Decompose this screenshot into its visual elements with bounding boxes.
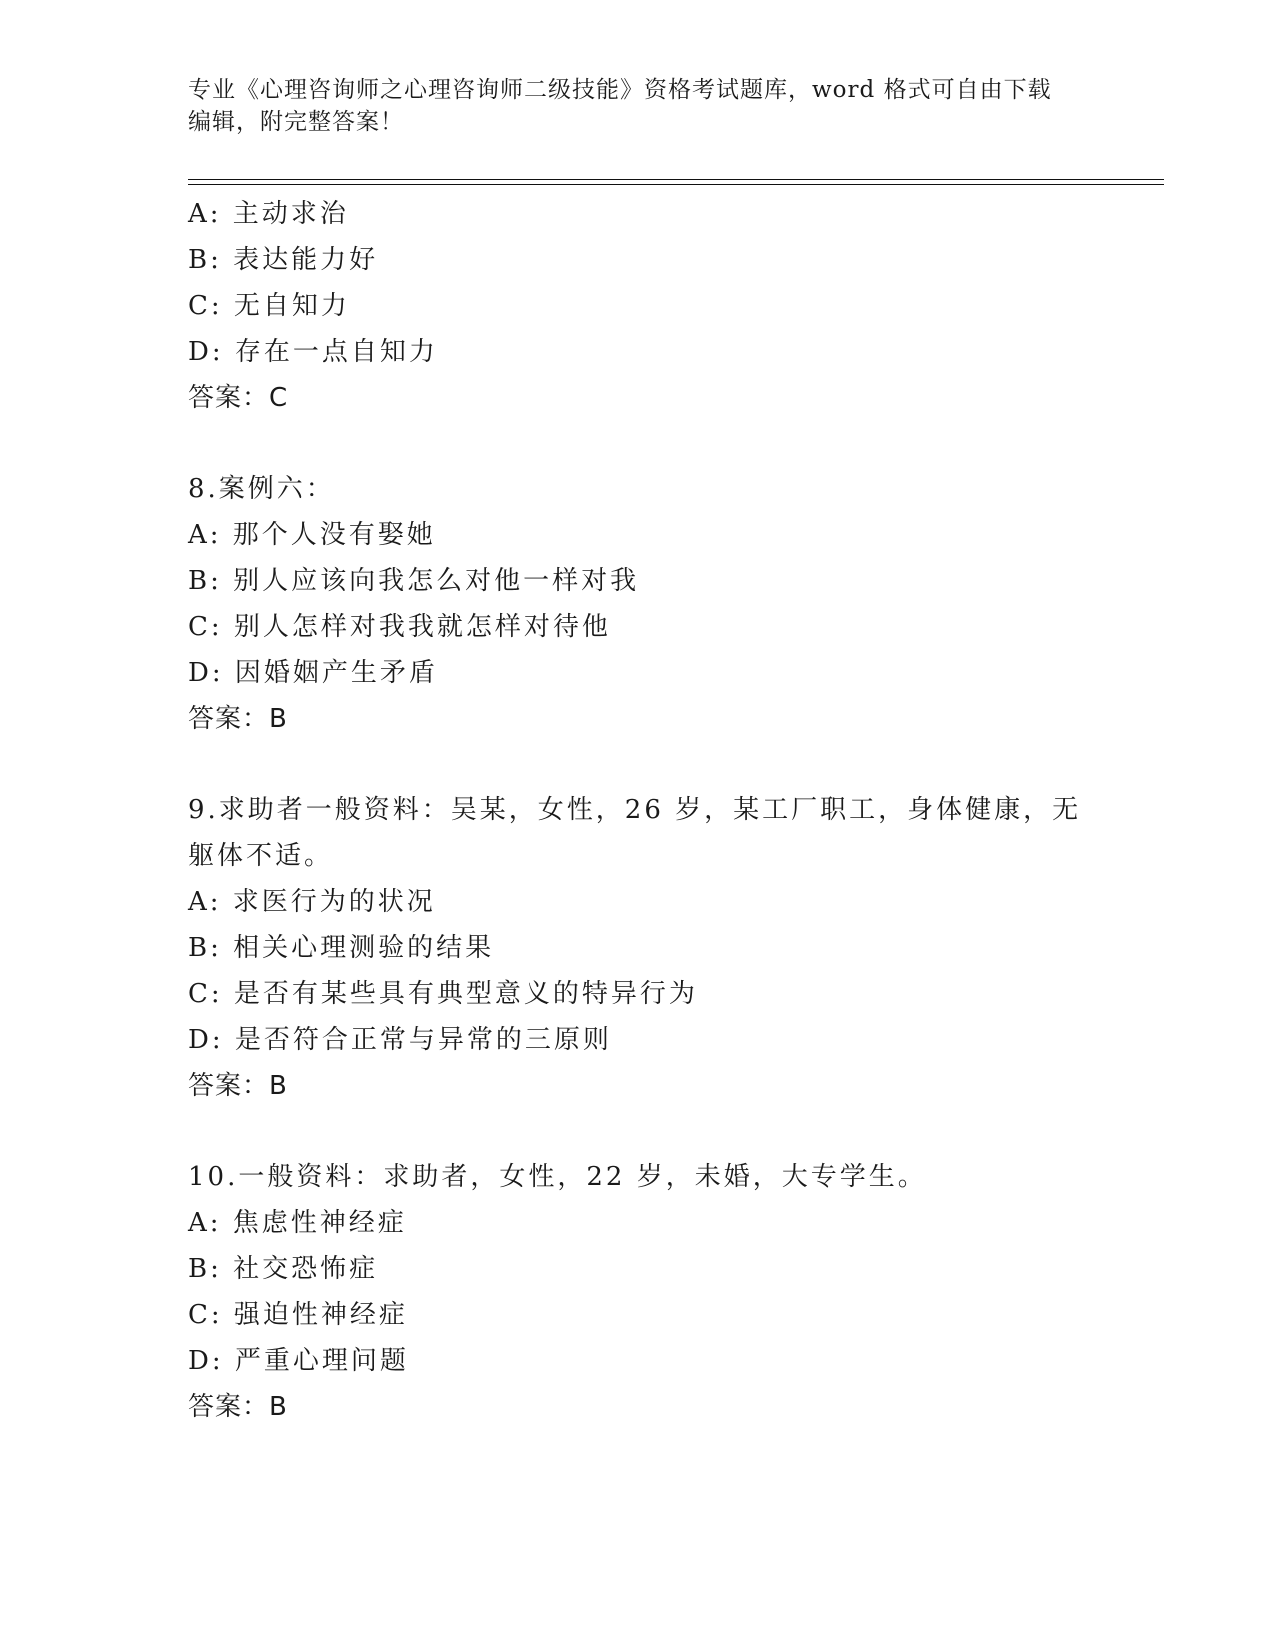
- option-b: B: 相关心理测验的结果: [188, 933, 495, 963]
- option-a: A: 那个人没有娶她: [188, 520, 436, 550]
- question-7: [188, 191, 1088, 421]
- header-line-2: 编辑，附完整答案！: [188, 109, 404, 135]
- document-header: [188, 74, 1068, 138]
- spacer: [188, 742, 1088, 787]
- header-line-1: 专业《心理咨询师之心理咨询师二级技能》资格考试题库，word 格式可自由下载: [188, 77, 1052, 103]
- option-b: B: 社交恐怖症: [188, 1254, 379, 1284]
- option-d: D: 存在一点自知力: [188, 337, 438, 367]
- question-8: [188, 466, 1088, 742]
- option-c: C: 无自知力: [188, 291, 350, 321]
- option-d: D: 因婚姻产生矛盾: [188, 658, 438, 688]
- option-c: C: 别人怎样对我我就怎样对待他: [188, 612, 611, 642]
- question-10: [188, 1154, 1088, 1430]
- answer-label: 答案：C: [188, 383, 289, 413]
- question-stem: 8.案例六：: [188, 474, 335, 504]
- spacer: [188, 1109, 1088, 1154]
- answer-label: 答案：B: [188, 704, 288, 734]
- answer-label: 答案：B: [188, 1071, 288, 1101]
- answer-label: 答案：B: [188, 1392, 288, 1422]
- option-a: A: 主动求治: [188, 199, 349, 229]
- option-d: D: 是否符合正常与异常的三原则: [188, 1025, 612, 1055]
- option-c: C: 强迫性神经症: [188, 1300, 408, 1330]
- option-c: C: 是否有某些具有典型意义的特异行为: [188, 979, 698, 1009]
- question-stem-line-2: 躯体不适。: [188, 841, 334, 871]
- option-b: B: 表达能力好: [188, 245, 379, 275]
- spacer: [188, 421, 1088, 466]
- option-a: A: 焦虑性神经症: [188, 1208, 407, 1238]
- option-b: B: 别人应该向我怎么对他一样对我: [188, 566, 640, 596]
- header-divider-top: [188, 179, 1164, 180]
- question-9: [188, 787, 1088, 1109]
- option-d: D: 严重心理问题: [188, 1346, 409, 1376]
- option-a: A: 求医行为的状况: [188, 887, 436, 917]
- header-divider-bottom: [188, 184, 1164, 185]
- question-stem: 10.一般资料：求助者，女性，22 岁，未婚，大专学生。: [188, 1162, 927, 1192]
- question-stem-line-1: 9.求助者一般资料：吴某，女性，26 岁，某工厂职工，身体健康，无: [188, 795, 1082, 825]
- question-list: [188, 191, 1088, 1430]
